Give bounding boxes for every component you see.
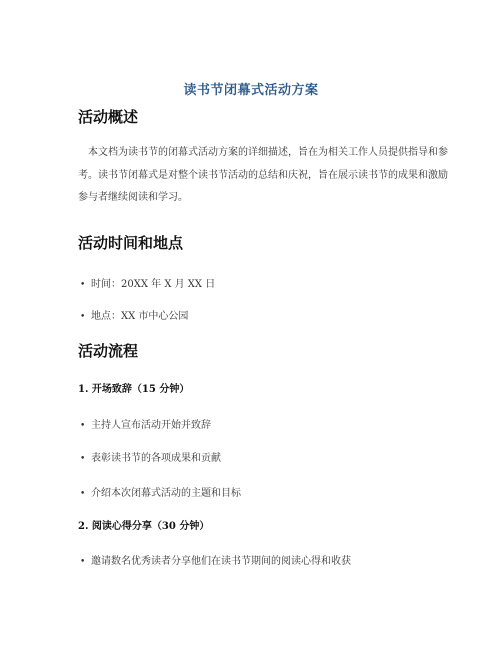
section-heading-process: 活动流程 (78, 342, 139, 360)
list-item-text: 主持人宣布活动开始并致辞 (91, 420, 211, 431)
bullet-icon: • (80, 312, 86, 322)
list-item-text: 时间：20XX 年 X 月 XX 日 (91, 279, 216, 290)
list-item (80, 552, 351, 567)
list-item (80, 275, 215, 290)
list-item (80, 449, 221, 464)
section-heading-time-place: 活动时间和地点 (78, 234, 184, 252)
bullet-icon: • (80, 280, 86, 290)
list-item (80, 307, 188, 322)
step-title: 1. 开场致辞（15 分钟） (78, 384, 190, 395)
list-item (80, 416, 211, 431)
bullet-icon: • (80, 489, 86, 499)
list-item-text: 介绍本次闭幕式活动的主题和目标 (91, 488, 241, 499)
bullet-icon: • (80, 421, 86, 431)
list-item-text: 地点：XX 市中心公园 (91, 311, 189, 322)
step-title: 2. 阅读心得分享（30 分钟） (78, 521, 210, 532)
overview-paragraph: 本文档为读书节的闭幕式活动方案的详细描述，旨在为相关工作人员提供指导和参考。读书节闭幕式是对整个读书节活动的总结和庆祝，旨在展示读书节的成果和激励参与者继续阅读和学习。 (78, 147, 448, 203)
list-item-text: 邀请数名优秀读者分享他们在读书节期间的阅读心得和收获 (91, 556, 351, 567)
document-title: 读书节闭幕式活动方案 (183, 83, 319, 98)
list-item-text: 表彰读书节的各项成果和贡献 (91, 453, 221, 464)
section-heading-overview: 活动概述 (78, 108, 139, 126)
bullet-icon: • (80, 454, 86, 464)
bullet-icon: • (80, 557, 86, 567)
list-item (80, 484, 241, 499)
